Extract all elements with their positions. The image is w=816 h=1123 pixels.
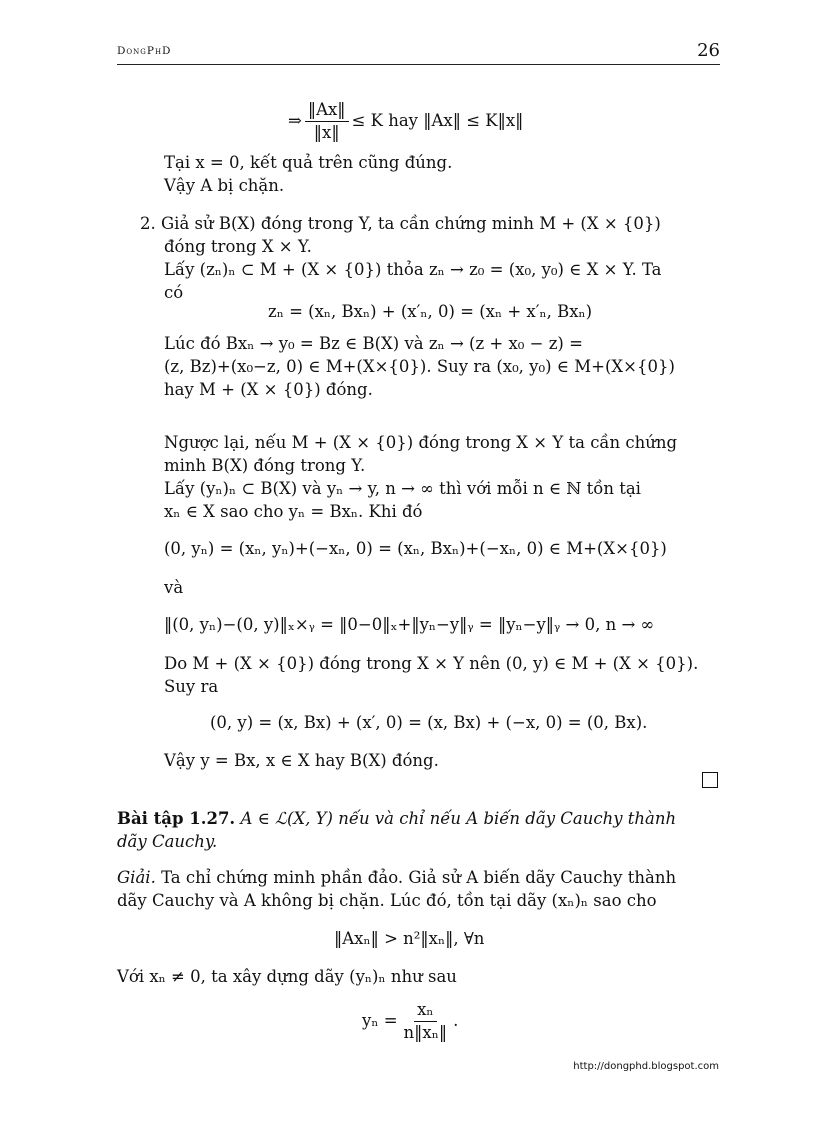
running-header-author: DongPhD <box>117 45 172 57</box>
fraction-numerator: xₙ <box>414 1000 436 1022</box>
text-line: Lúc đó Bxₙ → y₀ = Bz ∈ B(X) và zₙ → (z + x₀ − z) = <box>164 334 583 353</box>
footer-url-link[interactable]: http://dongphd.blogspot.com <box>573 1061 719 1072</box>
solution-text: Ta chỉ chứng minh phần đảo. Giả sử A biến dãy Cauchy thành <box>161 868 677 887</box>
exercise-label: Bài tập 1.27. <box>117 809 236 828</box>
fraction-numerator: ‖Ax‖ <box>305 100 349 122</box>
definition-lhs: yₙ = <box>362 1011 398 1030</box>
page-number: 26 <box>697 40 720 61</box>
exercise-text: dãy Cauchy. <box>117 832 218 851</box>
equation: ‖(0, yₙ)−(0, y)‖ₓ×ᵧ = ‖0−0‖ₓ+‖yₙ−y‖ᵧ = ‖yₙ−y‖ᵧ → 0, n → ∞ <box>164 615 655 634</box>
text-line: xₙ ∈ X sao cho yₙ = Bxₙ. Khi đó <box>164 502 423 521</box>
definition-fraction <box>401 1000 451 1043</box>
exercise-statement-cont <box>117 831 217 853</box>
text-line: Ngược lại, nếu M + (X × {0}) đóng trong X × Y ta cần chứng <box>164 433 678 452</box>
equation: ‖Axₙ‖ > n²‖xₙ‖, ∀n <box>334 929 485 948</box>
text-line: có <box>164 283 184 302</box>
text-line: Tại x = 0, kết quả trên cũng đúng. <box>164 153 453 172</box>
text-line: Vậy y = Bx, x ∈ X hay B(X) đóng. <box>164 751 439 770</box>
text-line: dãy Cauchy và A không bị chặn. Lúc đó, tồn tại dãy (xₙ)ₙ sao cho <box>117 891 657 910</box>
definition-display <box>362 996 458 1046</box>
exercise-text: A ∈ ℒ(X, Y) nếu và chỉ nếu A biến dãy Cauchy thành <box>240 809 677 828</box>
solution-line <box>117 867 676 889</box>
implies-symbol: ⇒ <box>288 111 302 130</box>
equation: zₙ = (xₙ, Bxₙ) + (x′ₙ, 0) = (xₙ + x′ₙ, Bxₙ) <box>268 302 593 321</box>
qed-square-icon <box>702 772 718 788</box>
solution-label: Giải. <box>117 868 156 887</box>
text-line: Lấy (zₙ)ₙ ⊂ M + (X × {0}) thỏa zₙ → z₀ = (x₀, y₀) ∈ X × Y. Ta <box>164 260 662 279</box>
equation: (0, yₙ) = (xₙ, yₙ)+(−xₙ, 0) = (xₙ, Bxₙ)+(−xₙ, 0) ∈ M+(X×{0}) <box>164 539 667 558</box>
text-line: (z, Bz)+(x₀−z, 0) ∈ M+(X×{0}). Suy ra (x₀, y₀) ∈ M+(X×{0}) <box>164 357 675 376</box>
fraction-denominator: ‖x‖ <box>313 122 340 142</box>
text-line: hay M + (X × {0}) đóng. <box>164 380 373 399</box>
fraction-denominator: n‖xₙ‖ <box>403 1022 448 1042</box>
text-line: Lấy (yₙ)ₙ ⊂ B(X) và yₙ → y, n → ∞ thì với mỗi n ∈ ℕ tồn tại <box>164 479 641 498</box>
exercise-statement <box>117 808 676 830</box>
text-line: đóng trong X × Y. <box>164 237 312 256</box>
text-line: Với xₙ ≠ 0, ta xây dựng dãy (yₙ)ₙ như sau <box>117 967 457 986</box>
text-line: và <box>164 578 184 597</box>
text-line: minh B(X) đóng trong Y. <box>164 456 366 475</box>
norm-fraction <box>305 100 349 143</box>
period: . <box>453 1011 459 1030</box>
inequality-display <box>288 96 523 146</box>
inequality-rhs: ≤ K hay ‖Ax‖ ≤ K‖x‖ <box>351 111 524 130</box>
text-line: Suy ra <box>164 677 219 696</box>
header-rule <box>117 64 720 65</box>
text-line: Do M + (X × {0}) đóng trong X × Y nên (0, y) ∈ M + (X × {0}). <box>164 654 699 673</box>
equation: (0, y) = (x, Bx) + (x′, 0) = (x, Bx) + (−x, 0) = (0, Bx). <box>210 713 648 732</box>
text-line: Vậy A bị chặn. <box>164 176 285 195</box>
list-item-2: 2. Giả sử B(X) đóng trong Y, ta cần chứng minh M + (X × {0}) <box>140 214 661 233</box>
